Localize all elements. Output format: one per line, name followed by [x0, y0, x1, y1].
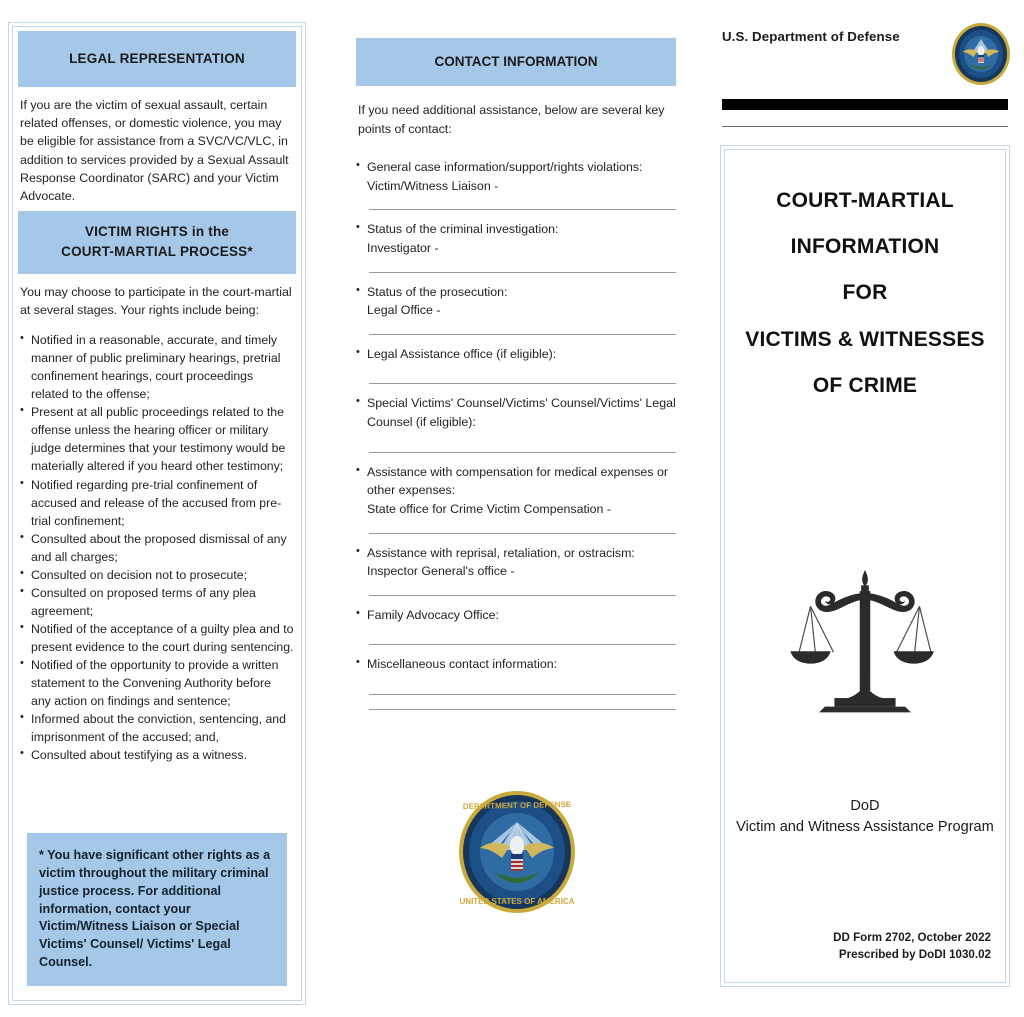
contact-sub: Victim/Witness Liaison -	[367, 178, 499, 193]
dod-seal	[950, 22, 1012, 86]
contact-write-in-rule[interactable]	[369, 272, 676, 273]
dod-agency-title: U.S. Department of Defense	[722, 29, 900, 44]
contact-sub: Inspector General's office -	[367, 564, 515, 579]
contact-write-in-rule[interactable]	[369, 644, 676, 645]
contact-information-intro: If you need additional assistance, below are several key points of contact:	[358, 103, 665, 136]
cover-title-line: INFORMATION	[790, 235, 940, 259]
contact-label: • Status of the criminal investigation:	[356, 220, 676, 239]
cover-title-line: VICTIMS & WITNESSES	[745, 327, 985, 351]
list-item	[356, 544, 676, 596]
cover-form-reference	[833, 930, 991, 964]
legal-representation-body: If you are the victim of sexual assault, certain related offenses, or domestic violence, you may be eligible for assistance from a SVC/VC/VLC, in addition to services provided by a Sexual Assault Response Coordinator (SARC) and your Victim Advocate.	[20, 98, 289, 204]
list-item	[356, 606, 676, 646]
list-item: • Consulted on proposed terms of any plea agreement;	[20, 584, 294, 620]
contact-sub: State office for Crime Victim Compensation -	[367, 501, 612, 516]
list-item: • Informed about the conviction, sentencing, and imprisonment of the accused; and,	[20, 710, 294, 746]
cover-program	[721, 796, 1009, 837]
contact-write-in-rule[interactable]	[369, 709, 676, 710]
form-number: DD Form 2702, October 2022	[833, 931, 991, 945]
cover-title-line: COURT-MARTIAL	[776, 189, 954, 212]
cover-program-line2: Victim and Witness Assistance Program	[736, 818, 994, 835]
list-item	[356, 655, 676, 710]
left-panel-content	[18, 31, 296, 996]
left-panel	[8, 22, 306, 1005]
form-prescribed-by: Prescribed by DoDI 1030.02	[838, 948, 991, 962]
cover-title	[721, 178, 1009, 409]
cover-program-line1: DoD	[850, 798, 880, 814]
svg-text:DEPARTMENT OF DEFENSE: DEPARTMENT OF DEFENSE	[462, 800, 572, 811]
list-item	[356, 158, 676, 210]
scales-of-justice-icon	[721, 564, 1009, 732]
dod-header	[722, 28, 1010, 46]
list-item: • Notified of the opportunity to provide a written statement to the Convening Authority before any action on findings and sentence;	[20, 656, 294, 710]
list-item: • Consulted about testifying as a witness.	[20, 746, 294, 764]
contact-label: • Assistance with compensation for medical expenses or other expenses:	[356, 463, 676, 500]
contact-write-in-rule[interactable]	[369, 209, 676, 210]
svg-text:UNITED STATES OF AMERICA: UNITED STATES OF AMERICA	[459, 897, 575, 906]
right-panel-content	[721, 146, 1009, 986]
list-item: • Notified in a reasonable, accurate, and timely manner of public preliminary hearings, pretrial confinement hearings, court proceedings related to the offense;	[20, 331, 294, 403]
victim-rights-heading-line2: COURT-MARTIAL PROCESS*	[61, 243, 253, 259]
cover-title-line: OF CRIME	[812, 373, 918, 397]
cover-title-line: FOR	[842, 281, 888, 305]
list-item	[356, 394, 676, 452]
contact-write-in-rule[interactable]	[369, 595, 676, 596]
contact-write-in-rule[interactable]	[369, 452, 676, 453]
contact-write-in-rule[interactable]	[369, 533, 676, 534]
contact-label: • General case information/support/rights violations:	[356, 158, 676, 177]
list-item	[356, 283, 676, 335]
list-item: • Consulted on decision not to prosecute;	[20, 566, 294, 584]
contact-label: • Status of the prosecution:	[356, 283, 676, 302]
contact-information-heading: CONTACT INFORMATION	[356, 38, 676, 86]
header-black-bar	[722, 99, 1008, 110]
list-item	[356, 345, 676, 385]
contact-write-in-rule[interactable]	[369, 383, 676, 384]
list-item: • Consulted about the proposed dismissal of any and all charges;	[20, 530, 294, 566]
list-item	[356, 463, 676, 534]
contact-write-in-rule[interactable]	[369, 334, 676, 335]
list-item: • Notified of the acceptance of a guilty plea and to present evidence to the court during sentencing.	[20, 620, 294, 656]
contact-list	[356, 158, 676, 710]
victim-rights-footnote: * You have significant other rights as a victim throughout the military criminal justice process. For additional information, contact your Victim/Witness Liaison or Special Victims' Counsel/ Victims' Legal Counsel.	[27, 833, 287, 986]
contact-label: • Assistance with reprisal, retaliation, or ostracism:	[356, 544, 676, 563]
contact-write-in-rule[interactable]	[369, 694, 676, 695]
victim-rights-heading	[18, 211, 296, 273]
header-thin-rule	[722, 126, 1008, 127]
victim-rights-intro: You may choose to participate in the court-martial at several stages. Your rights include being:	[20, 284, 292, 317]
legal-representation-heading: LEGAL REPRESENTATION	[18, 31, 296, 87]
contact-label: • Special Victims' Counsel/Victims' Counsel/Victims' Legal Counsel (if eligible):	[356, 394, 676, 431]
dod-seal	[454, 788, 580, 916]
contact-label: • Legal Assistance office (if eligible):	[356, 345, 676, 364]
list-item: • Notified regarding pre-trial confinement of accused and release of the accused from pre-trial confinement;	[20, 476, 294, 530]
list-item	[356, 220, 676, 272]
middle-panel	[356, 38, 676, 720]
victim-rights-heading-line1: VICTIM RIGHTS in the	[84, 224, 230, 240]
list-item: • Present at all public proceedings related to the offense unless the hearing officer or military judge determines that your testimony would be materially altered if you heard other testimony;	[20, 403, 294, 475]
victim-rights-list	[18, 331, 296, 765]
contact-label: • Miscellaneous contact information:	[356, 655, 676, 674]
contact-sub: Investigator -	[367, 241, 439, 256]
right-panel	[720, 145, 1010, 987]
contact-sub: Legal Office -	[367, 303, 441, 318]
contact-label: • Family Advocacy Office:	[356, 606, 676, 625]
